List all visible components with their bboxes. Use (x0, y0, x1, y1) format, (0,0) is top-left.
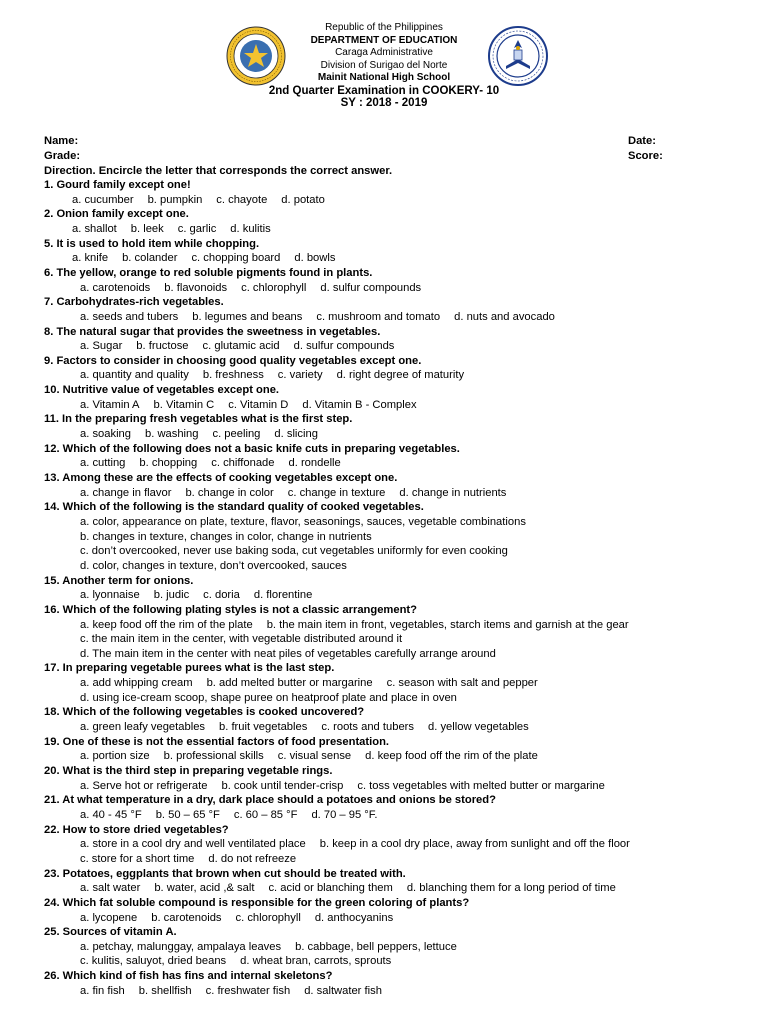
answer-option[interactable]: a. soaking (80, 428, 131, 441)
answer-option[interactable]: a. petchay, malunggay, ampalaya leaves (80, 940, 282, 953)
answer-option[interactable]: b. add melted butter or margarine (206, 677, 373, 690)
answer-option[interactable]: d. blanching them for a long period of time (406, 882, 616, 895)
answer-option[interactable]: a. add whipping cream (80, 677, 193, 690)
school-line: Mainit National High School (317, 72, 451, 83)
answer-option[interactable]: a. lyonnaise (80, 589, 140, 602)
answer-option[interactable]: c. chlorophyll (235, 911, 301, 924)
answer-options-row (80, 780, 619, 792)
school-year: SY : 2018 - 2019 (340, 97, 428, 109)
answer-option[interactable]: b. cabbage, bell peppers, lettuce (295, 940, 457, 953)
question-text: 24. Which fat soluble compound is responsible for the green coloring of plants? (44, 896, 470, 909)
answer-option[interactable]: d. Vitamin B - Complex (302, 398, 417, 411)
answer-option[interactable]: c. acid or blanching them (268, 882, 393, 895)
answer-options-row (80, 750, 552, 762)
republic-line: Republic of the Philippines (325, 22, 443, 33)
question-text: 15. Another term for onions. (44, 574, 194, 587)
answer-options-row (80, 428, 332, 440)
answer-options-row (80, 633, 416, 645)
question-text: 19. One of these is not the essential factors of food presentation. (44, 735, 390, 748)
question-text: 7. Carbohydrates-rich vegetables. (44, 296, 224, 309)
answer-option[interactable]: a. change in flavor (80, 486, 172, 499)
question-text: 12. Which of the following does not a basic knife cuts in preparing vegetables. (44, 442, 460, 455)
answer-options-row (80, 487, 520, 499)
answer-option[interactable]: a. knife (72, 252, 109, 265)
answer-options-row (80, 692, 471, 704)
answer-option[interactable]: a. portion size (80, 750, 150, 763)
answer-option[interactable]: a. salt water (80, 882, 141, 895)
question-text: 2. Onion family except one. (44, 208, 189, 221)
answer-options-row (80, 457, 355, 469)
answer-option[interactable]: c. 60 – 85 °F (233, 808, 298, 821)
answer-option[interactable]: d. using ice-cream scoop, shape puree on heatproof plate and place in oven (80, 691, 457, 704)
question-text: 11. In the preparing fresh vegetables what is the first step. (44, 413, 353, 426)
answer-option[interactable]: c. chlorophyll (241, 281, 307, 294)
answer-option[interactable]: c. garlic (177, 222, 217, 235)
answer-option[interactable]: d. color, changes in texture, don’t overcooked, sauces (80, 559, 347, 572)
department-line: DEPARTMENT OF EDUCATION (310, 34, 458, 46)
answer-option[interactable]: b. professional skills (163, 750, 264, 763)
question-text: 10. Nutritive value of vegetables except one. (44, 384, 280, 397)
answer-option[interactable]: d. potato (281, 193, 325, 206)
answer-option[interactable]: b. flavonoids (164, 281, 228, 294)
answer-option[interactable]: b. water, acid ,& salt (154, 882, 255, 895)
answer-options-row (80, 340, 408, 352)
answer-option[interactable]: b. changes in texture, changes in color, change in nutrients (80, 530, 372, 543)
answer-option[interactable]: b. washing (145, 428, 199, 441)
answer-option[interactable]: a. quantity and quality (80, 369, 189, 382)
answer-option[interactable]: a. seeds and tubers (80, 310, 179, 323)
answer-option[interactable]: d. bowls (294, 252, 336, 265)
answer-option[interactable]: d. The main item in the center with neat piles of vegetables carefully arrange around (80, 647, 496, 660)
document-header (0, 22, 768, 110)
answer-option[interactable]: a. cutting (80, 457, 126, 470)
answer-options-row (80, 589, 326, 601)
answer-options-row (80, 955, 405, 967)
answer-option[interactable]: d. rondelle (288, 457, 341, 470)
name-field-label: Name: (44, 135, 79, 147)
answer-option[interactable]: c. roots and tubers (321, 721, 414, 734)
answer-option[interactable]: b. pumpkin (147, 193, 203, 206)
answer-options-row (80, 809, 392, 821)
answer-options-row (80, 985, 396, 997)
answer-option[interactable]: c. chayote (216, 193, 268, 206)
question-text: 9. Factors to consider in choosing good quality vegetables except one. (44, 354, 422, 367)
grade-field-label: Grade: (44, 150, 81, 162)
answer-options-row (80, 721, 543, 733)
answer-option[interactable]: a. color, appearance on plate, texture, flavor, seasonings, sauces, vegetable combinations (80, 515, 526, 528)
answer-option[interactable]: d. nuts and avocado (454, 310, 555, 323)
answer-option[interactable]: a. store in a cool dry and well ventilated place (80, 838, 306, 851)
answer-option[interactable]: b. colander (122, 252, 178, 265)
answer-option[interactable]: a. carotenoids (80, 281, 151, 294)
answer-option[interactable]: a. lycopene (80, 911, 138, 924)
name-date-row (44, 135, 724, 147)
answer-option[interactable]: d. change in nutrients (399, 486, 507, 499)
answer-option[interactable]: b. fructose (136, 340, 189, 353)
answer-option[interactable]: a. cucumber (72, 193, 134, 206)
answer-option[interactable]: c. chiffonade (211, 457, 275, 470)
answer-option[interactable]: c. glutamic acid (202, 340, 280, 353)
answer-option[interactable]: c. doria (203, 589, 240, 602)
answer-options-row (80, 531, 386, 543)
answer-option[interactable]: c. mushroom and tomato (316, 310, 441, 323)
answer-option[interactable]: b. the main item in front, vegetables, starch items and garnish at the gear (266, 618, 629, 631)
answer-option[interactable]: b. cook until tender-crisp (221, 779, 344, 792)
answer-option[interactable]: d. wheat bran, carrots, sprouts (240, 955, 392, 968)
answer-options-row (72, 194, 339, 206)
answer-options-row (72, 223, 285, 235)
question-text: 8. The natural sugar that provides the sweetness in vegetables. (44, 325, 381, 338)
answer-options-row (80, 853, 310, 865)
answer-option[interactable]: a. Serve hot or refrigerate (80, 779, 208, 792)
answer-option[interactable]: c. peeling (212, 428, 261, 441)
answer-options-row (80, 838, 644, 850)
answer-option[interactable]: c. change in texture (287, 486, 386, 499)
answer-options-row (80, 648, 510, 660)
answer-options-row (80, 282, 435, 294)
question-text: 23. Potatoes, eggplants that brown when cut should be treated with. (44, 867, 406, 880)
answer-option[interactable]: d. 70 – 95 °F. (311, 808, 378, 821)
question-text: 13. Among these are the effects of cooking vegetables except one. (44, 472, 398, 484)
score-field-label: Score: (628, 150, 663, 162)
answer-option[interactable]: b. carotenoids (151, 911, 222, 924)
question-text: 25. Sources of vitamin A. (44, 926, 177, 939)
answer-options-row (80, 941, 471, 953)
answer-option[interactable]: a. shallot (72, 222, 117, 235)
question-text: 14. Which of the following is the standard quality of cooked vegetables. (44, 501, 424, 514)
answer-option[interactable]: d. kulitis (230, 222, 271, 235)
answer-option[interactable]: c. visual sense (277, 750, 352, 763)
question-text: 16. Which of the following plating styles is not a classic arrangement? (44, 603, 417, 616)
answer-option[interactable]: d. do not refreeze (208, 852, 297, 865)
answer-option[interactable]: b. change in color (185, 486, 274, 499)
question-text: 22. How to store dried vegetables? (44, 823, 229, 836)
question-text: 21. At what temperature in a dry, dark place should a potatoes and onions be stored? (44, 794, 496, 807)
answer-options-row (80, 677, 552, 689)
answer-option[interactable]: c. variety (277, 369, 323, 382)
question-text: 5. It is used to hold item while chopping. (44, 237, 260, 250)
answer-option[interactable]: b. Vitamin C (153, 398, 215, 411)
answer-option[interactable]: d. yellow vegetables (428, 721, 529, 734)
answer-option[interactable]: b. shellfish (138, 984, 192, 997)
answer-option[interactable]: c. the main item in the center, with vegetable distributed around it (80, 633, 403, 646)
answer-option[interactable]: a. fin fish (80, 984, 125, 997)
answer-option[interactable]: c. don’t overcooked, never use baking soda, cut vegetables uniformly for even cooking (80, 545, 508, 558)
answer-option[interactable]: c. freshwater fish (205, 984, 291, 997)
region-line: Caraga Administrative (335, 47, 433, 58)
answer-option[interactable]: a. green leafy vegetables (80, 721, 206, 734)
answer-options-row (80, 912, 407, 924)
answer-option[interactable]: c. season with salt and pepper (386, 677, 538, 690)
answer-option[interactable]: d. florentine (253, 589, 313, 602)
answer-options-row (80, 311, 569, 323)
answer-option[interactable]: b. freshness (202, 369, 264, 382)
answer-option[interactable]: a. Sugar (80, 340, 123, 353)
grade-score-row (44, 150, 724, 162)
answer-option[interactable]: d. sulfur compounds (293, 340, 395, 353)
answer-option[interactable]: a. keep food off the rim of the plate (80, 618, 253, 631)
answer-option[interactable]: d. slicing (274, 428, 318, 441)
question-text: 1. Gourd family except one! (44, 179, 191, 191)
division-line: Division of Surigao del Norte (320, 59, 448, 71)
answer-option[interactable]: d. saltwater fish (304, 984, 382, 997)
answer-option[interactable]: a. Vitamin A (80, 398, 140, 411)
answer-option[interactable]: a. 40 - 45 °F (80, 808, 142, 821)
answer-option[interactable]: d. sulfur compounds (320, 281, 422, 294)
answer-options-row (80, 560, 361, 572)
question-text: 26. Which kind of fish has fins and internal skeletons? (44, 970, 333, 983)
direction-text: Direction. Encircle the letter that corresponds the correct answer. (44, 165, 393, 177)
answer-option[interactable]: b. keep in a cool dry place, away from sunlight and off the floor (319, 838, 630, 851)
question-text: 20. What is the third step in preparing vegetable rings. (44, 765, 333, 777)
answer-option[interactable]: c. chopping board (191, 252, 281, 265)
answer-option[interactable]: b. leek (130, 222, 164, 235)
date-field-label: Date: (628, 135, 656, 147)
answer-options-row (80, 545, 522, 557)
answer-option[interactable]: d. keep food off the rim of the plate (365, 750, 538, 763)
answer-option[interactable]: c. Vitamin D (228, 398, 289, 411)
answer-options-row (80, 882, 630, 894)
answer-options-row (72, 252, 349, 264)
answer-option[interactable]: c. kulitis, saluyot, dried beans (80, 955, 227, 968)
answer-option[interactable]: d. right degree of maturity (336, 369, 465, 382)
question-text: 17. In preparing vegetable purees what is the last step. (44, 662, 335, 675)
answer-option[interactable]: b. fruit vegetables (219, 721, 308, 734)
answer-option[interactable]: b. legumes and beans (192, 310, 303, 323)
exam-title: 2nd Quarter Examination in COOKERY- 10 (268, 84, 500, 97)
answer-options-row (80, 516, 540, 528)
question-text: 18. Which of the following vegetables is cooked uncovered? (44, 706, 365, 719)
answer-options-row (80, 369, 478, 381)
answer-option[interactable]: c. store for a short time (80, 852, 195, 865)
answer-option[interactable]: b. 50 – 65 °F (155, 808, 220, 821)
question-text: 6. The yellow, orange to red soluble pigments found in plants. (44, 266, 373, 279)
answer-option[interactable]: d. anthocyanins (314, 911, 394, 924)
answer-option[interactable]: c. toss vegetables with melted butter or margarine (357, 779, 605, 792)
answer-option[interactable]: b. chopping (139, 457, 198, 470)
answer-option[interactable]: b. judic (153, 589, 190, 602)
answer-options-row (80, 619, 643, 631)
answer-options-row (80, 399, 431, 411)
